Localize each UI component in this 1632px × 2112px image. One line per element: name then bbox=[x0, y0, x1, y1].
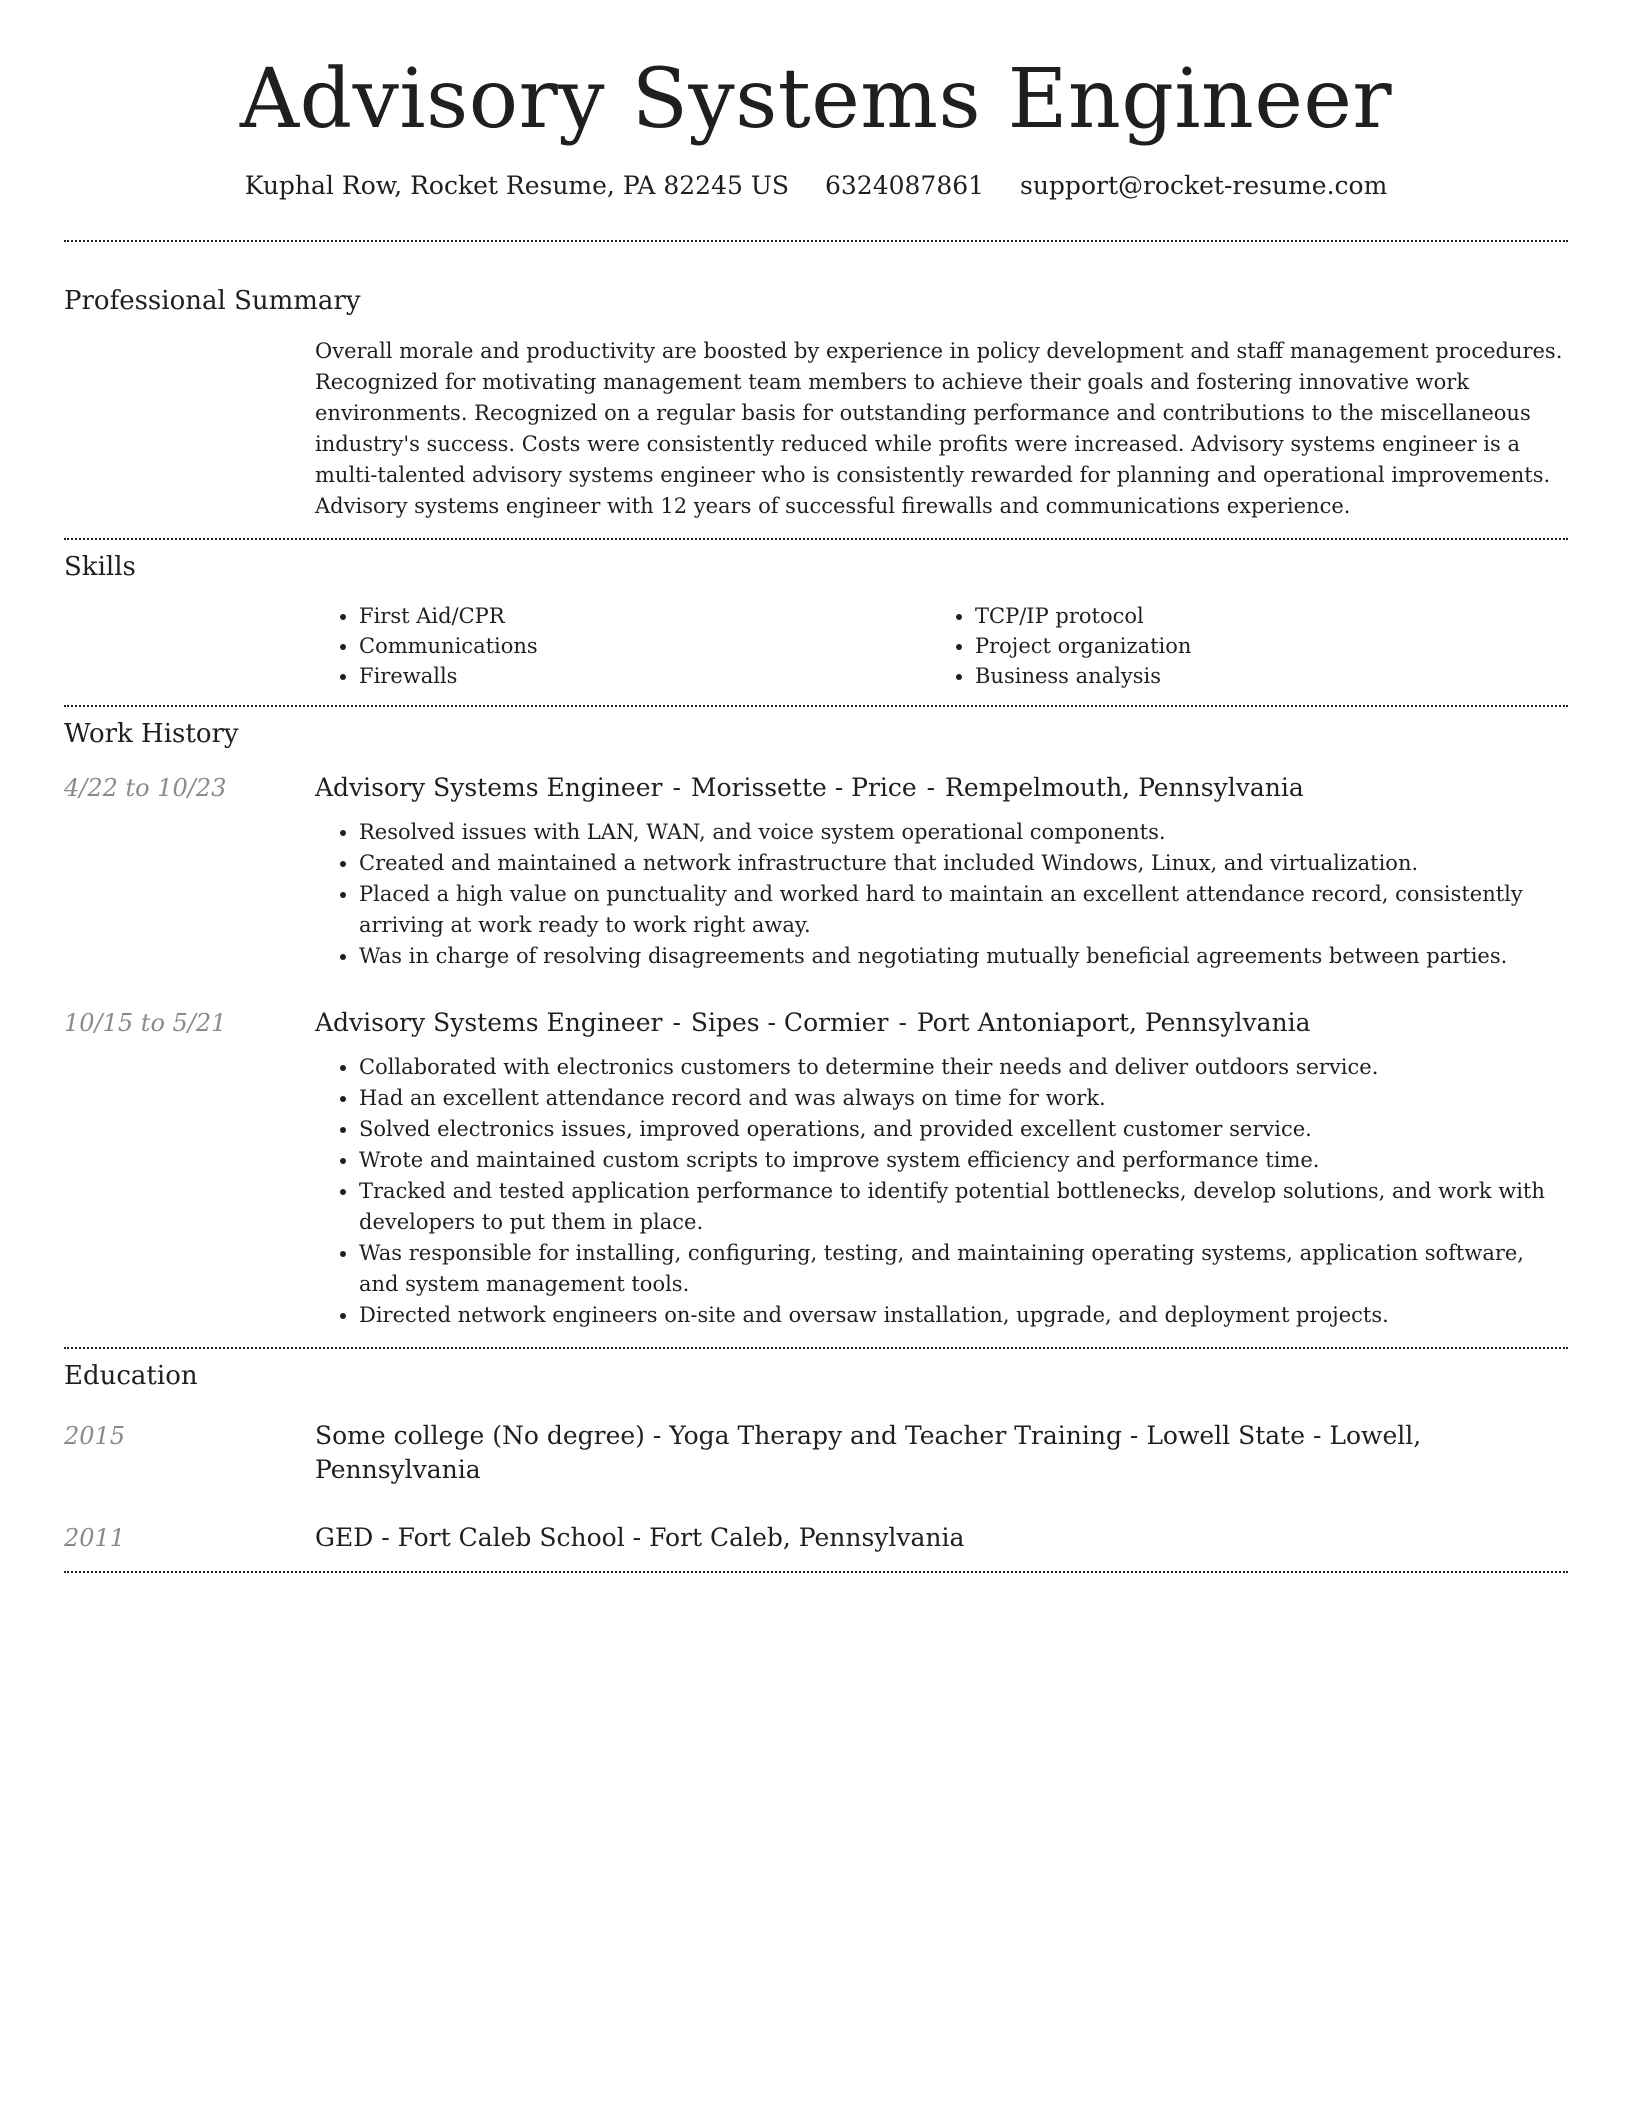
section-title-skills: Skills bbox=[64, 552, 136, 582]
education-year: 2015 bbox=[64, 1422, 126, 1450]
section-title-summary: Professional Summary bbox=[64, 286, 361, 316]
divider bbox=[64, 240, 1568, 242]
education-line: Some college (No degree) - Yoga Therapy and Teacher Training - Lowell State - Lowell, Pennsylvania bbox=[315, 1421, 1422, 1484]
section-title-education: Education bbox=[64, 1361, 198, 1391]
divider bbox=[64, 1347, 1568, 1349]
skill-item: • Firewalls bbox=[359, 661, 931, 691]
resume-page bbox=[64, 0, 1568, 1573]
skills-column-left bbox=[315, 601, 931, 691]
education-school: Fort Caleb School bbox=[397, 1523, 625, 1552]
job-company: Sipes - Cormier bbox=[690, 1008, 889, 1037]
job-bullet: • Collaborated with electronics customers to determine their needs and deliver outdoors service. bbox=[359, 1052, 1568, 1083]
job-location: Rempelmouth, Pennsylvania bbox=[945, 773, 1304, 802]
education-degree: GED bbox=[315, 1523, 374, 1552]
education-line: GED - Fort Caleb School - Fort Caleb, Pennsylvania bbox=[315, 1523, 965, 1552]
skill-item: • First Aid/CPR bbox=[359, 601, 931, 631]
job-bullet: • Directed network engineers on-site and oversaw installation, upgrade, and deployment projects. bbox=[359, 1300, 1568, 1331]
divider bbox=[64, 705, 1568, 707]
job-dates: 4/22 to 10/23 bbox=[64, 774, 227, 802]
divider bbox=[64, 538, 1568, 540]
job-bullet: • Tracked and tested application performance to identify potential bottlenecks, develop solutions, and work with developers to put them in place. bbox=[359, 1176, 1568, 1238]
job-bullet: • Was responsible for installing, configuring, testing, and maintaining operating systems, application software, and system management tools. bbox=[359, 1238, 1568, 1300]
contact-line bbox=[64, 170, 1568, 202]
job-bullet: • Created and maintained a network infrastructure that included Windows, Linux, and virtualization. bbox=[359, 848, 1568, 879]
address: Kuphal Row, Rocket Resume, PA 82245 US bbox=[244, 171, 790, 200]
job-dates: 10/15 to 5/21 bbox=[64, 1009, 227, 1037]
job-bullet: • Placed a high value on punctuality and worked hard to maintain an excellent attendance record, consistently arriving at work ready to work right away. bbox=[359, 879, 1568, 941]
job-bullet: • Wrote and maintained custom scripts to improve system efficiency and performance time. bbox=[359, 1145, 1568, 1176]
email-link[interactable]: support@rocket-resume.com bbox=[1020, 171, 1388, 200]
job-role: Advisory Systems Engineer bbox=[315, 773, 663, 802]
education-location: Fort Caleb, Pennsylvania bbox=[649, 1523, 965, 1552]
skills-column-right bbox=[931, 601, 1191, 691]
job-bullets bbox=[315, 1052, 1568, 1331]
job-location: Port Antoniaport, Pennsylvania bbox=[916, 1008, 1311, 1037]
education-location: Lowell, Pennsylvania bbox=[315, 1421, 1422, 1484]
education-entry bbox=[64, 1419, 1568, 1487]
job-bullet: • Solved electronics issues, improved operations, and provided excellent customer service. bbox=[359, 1114, 1568, 1145]
summary-text: Overall morale and productivity are boosted by experience in policy development and staff management procedures. Recognized for motivating management team members to achieve their goals and fostering innovative work environments. Recognized on a regular basis for outstanding performance and contributions to the miscellaneous industry's success. Costs were consistently reduced while profits were increased. Advisory systems engineer is a multi-talented advisory systems engineer who is consistently rewarded for planning and operational improvements. Advisory systems engineer with 12 years of successful firewalls and communications experience. bbox=[315, 339, 1563, 518]
education-year: 2011 bbox=[64, 1524, 126, 1552]
education-degree: Some college (No degree) bbox=[315, 1421, 645, 1450]
job-entry bbox=[64, 1006, 1568, 1331]
job-title-line: Advisory Systems Engineer - Sipes - Cormier - Port Antoniaport, Pennsylvania bbox=[315, 1008, 1311, 1037]
skill-item: • TCP/IP protocol bbox=[975, 601, 1191, 631]
skill-item: • Business analysis bbox=[975, 661, 1191, 691]
skill-item: • Project organization bbox=[975, 631, 1191, 661]
job-bullet: • Had an excellent attendance record and was always on time for work. bbox=[359, 1083, 1568, 1114]
skills-list bbox=[315, 601, 1568, 691]
job-company: Morissette - Price bbox=[690, 773, 917, 802]
education-entry bbox=[64, 1521, 1568, 1555]
job-bullet: • Was in charge of resolving disagreements and negotiating mutually beneficial agreements between parties. bbox=[359, 941, 1568, 972]
job-bullets bbox=[315, 817, 1568, 972]
candidate-name: Advisory Systems Engineer bbox=[239, 52, 1393, 147]
divider bbox=[64, 1571, 1568, 1573]
job-bullet: • Resolved issues with LAN, WAN, and voice system operational components. bbox=[359, 817, 1568, 848]
skill-item: • Communications bbox=[359, 631, 931, 661]
job-role: Advisory Systems Engineer bbox=[315, 1008, 663, 1037]
job-entry bbox=[64, 771, 1568, 972]
section-title-work: Work History bbox=[64, 719, 239, 749]
job-title-line: Advisory Systems Engineer - Morissette - Price - Rempelmouth, Pennsylvania bbox=[315, 773, 1304, 802]
education-field: Yoga Therapy and Teacher Training bbox=[669, 1421, 1122, 1450]
phone: 6324087861 bbox=[824, 171, 985, 200]
education-school: Lowell State bbox=[1146, 1421, 1306, 1450]
